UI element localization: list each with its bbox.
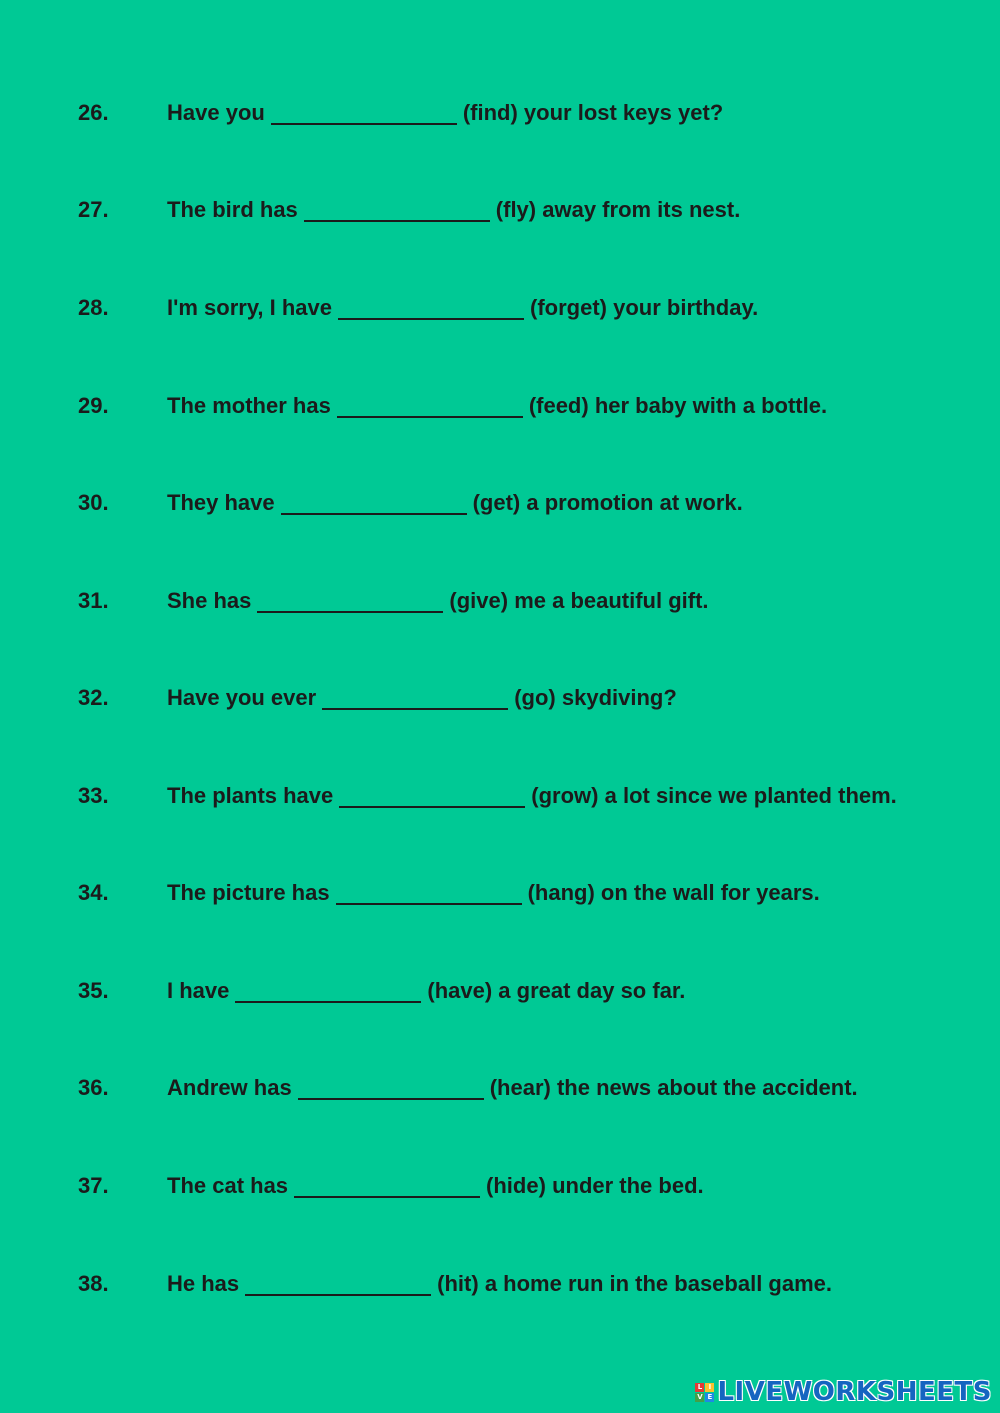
sentence-end: on the wall for years. [600,880,820,905]
sentence-end: her baby with a bottle. [594,393,828,418]
answer-input[interactable] [298,1076,484,1100]
verb-hint: (have) [427,978,493,1003]
sentence-start: I'm sorry, I have [167,295,333,320]
sentence-end: away from its nest. [542,197,741,222]
verb-hint: (give) [449,588,509,613]
exercise-row [78,97,978,129]
verb-hint: (forget) [530,295,607,320]
sentence-start: The plants have [167,783,334,808]
exercise-number: 35. [78,978,109,1003]
verb-hint: (grow) [531,783,599,808]
sentence-start: She has [167,588,252,613]
answer-input[interactable] [271,101,457,125]
sentence-end: a lot since we planted them. [604,783,897,808]
exercise-row [78,975,978,1007]
verb-hint: (feed) [528,393,589,418]
sentence-start: He has [167,1271,240,1296]
answer-input[interactable] [294,1174,480,1198]
sentence-start: The mother has [167,393,331,418]
exercise-row [78,390,978,422]
logo-mark-icon [695,1383,714,1402]
answer-input[interactable] [257,589,443,613]
exercise-number: 27. [78,197,109,222]
exercise-number: 28. [78,295,109,320]
exercise-row [78,487,978,519]
sentence-end: your lost keys yet? [523,100,724,125]
exercise-row [78,194,978,226]
sentence-start: Have you ever [167,685,317,710]
answer-input[interactable] [338,296,524,320]
sentence-end: a home run in the baseball game. [484,1271,833,1296]
sentence-end: the news about the accident. [556,1075,858,1100]
exercise-number: 30. [78,490,109,515]
exercise-number: 29. [78,393,109,418]
exercise-row [78,585,978,617]
sentence-start: The picture has [167,880,330,905]
exercise-row [78,682,978,714]
logo-mark-letter: L [695,1383,704,1392]
exercise-number: 32. [78,685,109,710]
answer-input[interactable] [322,686,508,710]
liveworksheets-logo[interactable] [695,1377,992,1407]
sentence-end: under the bed. [552,1173,704,1198]
exercise-row [78,780,978,812]
sentence-end: your birthday. [613,295,759,320]
logo-mark-letter: I [705,1383,714,1392]
verb-hint: (go) [514,685,556,710]
answer-input[interactable] [245,1272,431,1296]
answer-input[interactable] [336,881,522,905]
sentence-start: Andrew has [167,1075,292,1100]
verb-hint: (fly) [495,197,537,222]
verb-hint: (hear) [489,1075,551,1100]
sentence-end: a great day so far. [498,978,686,1003]
logo-text: LIVEWORKSHEETS [717,1377,992,1407]
sentence-start: The bird has [167,197,298,222]
exercise-number: 36. [78,1075,109,1100]
verb-hint: (hang) [527,880,595,905]
exercise-row [78,877,978,909]
logo-mark-letter: V [697,1392,703,1401]
verb-hint: (hide) [486,1173,546,1198]
exercise-number: 37. [78,1173,109,1198]
verb-hint: (hit) [437,1271,479,1296]
exercise-number: 38. [78,1271,109,1296]
answer-input[interactable] [337,394,523,418]
exercise-row [78,1268,978,1300]
exercise-number: 33. [78,783,109,808]
sentence-end: skydiving? [561,685,677,710]
sentence-start: Have you [167,100,265,125]
answer-input[interactable] [339,784,525,808]
sentence-start: The cat has [167,1173,289,1198]
exercise-number: 34. [78,880,109,905]
exercise-row [78,1072,978,1104]
logo-mark-letter: E [705,1393,714,1402]
verb-hint: (get) [472,490,521,515]
sentence-start: They have [167,490,275,515]
sentence-end: a promotion at work. [526,490,743,515]
answer-input[interactable] [281,491,467,515]
exercise-number: 26. [78,100,109,125]
verb-hint: (find) [462,100,518,125]
exercise-row [78,292,978,324]
sentence-start: I have [167,978,230,1003]
answer-input[interactable] [235,979,421,1003]
sentence-end: me a beautiful gift. [514,588,709,613]
answer-input[interactable] [304,198,490,222]
exercise-row [78,1170,978,1202]
exercise-number: 31. [78,588,109,613]
